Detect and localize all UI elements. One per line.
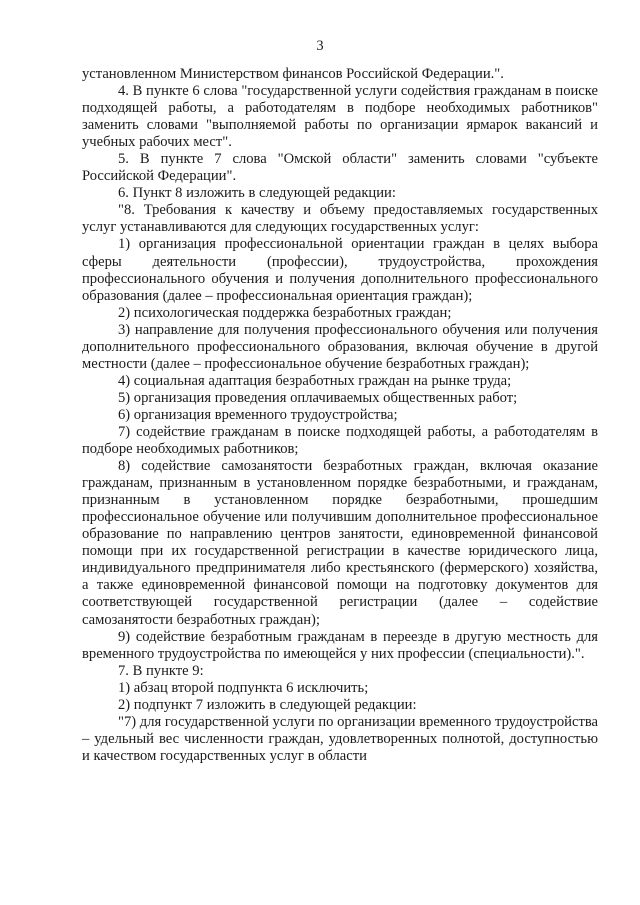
paragraph-item-7: 7. В пункте 9:: [118, 662, 204, 679]
list-item-4: 4) социальная адаптация безработных граждан на рынке труда;: [118, 372, 512, 389]
quoted-subitem-7: "7) для государственной услуги по организации временного трудоустройства – удельный вес численности граждан, удовлетворенных полнотой, доступностью и качеством государственных услуг в области: [82, 713, 598, 764]
paragraph-item-4: 4. В пункте 6 слова "государственной услуги содействия гражданам в поиске подходящей работы, а работодателям в подборе необходимых работников" заменить словами "выполняемой работы по организации ярмарок вакансий и учебных рабочих мест".: [82, 83, 598, 151]
document-body: [82, 66, 598, 765]
paragraph-item-6: 6. Пункт 8 изложить в следующей редакции:: [118, 185, 396, 202]
list-item-9: 9) содействие безработным гражданам в переезде в другую местность для временного трудоустройства по имеющейся у них профессии (специальности).".: [82, 628, 598, 662]
list-item-6: 6) организация временного трудоустройства;: [118, 406, 398, 423]
paragraph-clause-8-intro: "8. Требования к качеству и объему предоставляемых государственных услуг устанавливаются для следующих государственных услуг:: [82, 202, 598, 236]
subitem-2: 2) подпункт 7 изложить в следующей редакции:: [118, 696, 417, 713]
page-number: 3: [316, 38, 324, 54]
paragraph-continuation: установленном Министерством финансов Российской Федерации.".: [82, 66, 504, 82]
paragraph-item-5: 5. В пункте 7 слова "Омской области" заменить словами "субъекте Российской Федерации".: [82, 151, 598, 185]
list-item-7: 7) содействие гражданам в поиске подходящей работы, а работодателям в подборе необходимых работников;: [82, 423, 598, 458]
subitem-1: 1) абзац второй подпункта 6 исключить;: [118, 679, 369, 696]
list-item-5: 5) организация проведения оплачиваемых общественных работ;: [118, 389, 518, 406]
list-item-8: 8) содействие самозанятости безработных граждан, включая оказание гражданам, признанным в установленном порядке безработными, и гражданам, признанным в установленном порядке безработными, прошедшим профессиональное обучение или получившим дополнительное профессиональное образование по направлению центров занятости, единовременной финансовой помощи при их государственной регистрации в качестве юридического лица, индивидуального предпринимателя либо крестьянского (фермерского) хозяйства, а также единовременной финансовой помощи на подготовку документов для соответствующей государственной регистрации (далее – содействие самозанятости безработных граждан);: [82, 458, 598, 628]
list-item-1: 1) организация профессиональной ориентации граждан в целях выбора сферы деятельности (профессии), трудоустройства, прохождения профессионального обучения и получения дополнительного профессионального образования (далее – профессиональная ориентация граждан);: [82, 236, 598, 304]
list-item-2: 2) психологическая поддержка безработных граждан;: [118, 304, 452, 321]
list-item-3: 3) направление для получения профессионального обучения или получения дополнительного профессионального образования, включая обучение в другой местности (далее – профессиональное обучение безработных граждан);: [82, 321, 598, 372]
